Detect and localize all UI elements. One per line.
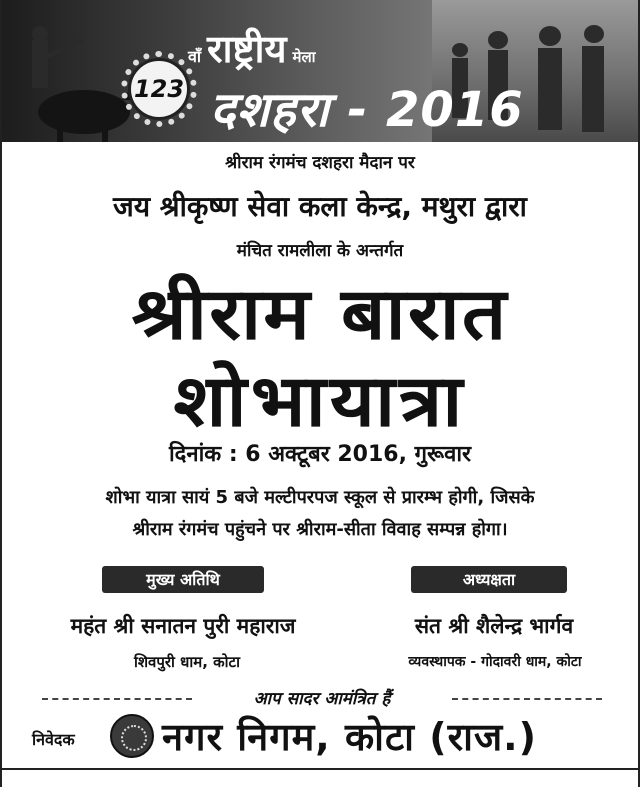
footer bbox=[2, 708, 638, 766]
chief-guest-heading: मुख्य अतिथि bbox=[102, 566, 264, 593]
subtitle-line: मंचित रामलीला के अन्तर्गत bbox=[236, 241, 404, 261]
description-line-2: श्रीराम रंगमंच पहुंचने पर श्रीराम-सीता विवाह सम्पन्न होगा। bbox=[132, 519, 508, 540]
description-line-1: शोभा यात्रा सायं 5 बजे मल्टीपरपज स्कूल से प्रारम्भ होगी, जिसके bbox=[105, 487, 535, 508]
invite-line: आप सादर आमंत्रित हैं bbox=[253, 689, 391, 709]
headline-secondary: शोभायात्रा bbox=[173, 359, 467, 444]
chief-guest-place: शिवपुरी धाम, कोटा bbox=[133, 653, 241, 671]
edition-badge: 123 bbox=[128, 58, 190, 120]
presiding-name: संत श्री शैलेन्द्र भार्गव bbox=[414, 614, 574, 638]
banner-title: दशहरा - 2016 bbox=[210, 82, 524, 138]
kicker-prefix: वाँ bbox=[188, 47, 202, 66]
presiding-heading: अध्यक्षता bbox=[411, 566, 567, 593]
presenter-label: निवेदक bbox=[32, 730, 75, 749]
presiding-place: व्यवस्थापक - गोदावरी धाम, कोटा bbox=[408, 654, 582, 670]
kicker-main: राष्ट्रीय bbox=[207, 27, 287, 71]
divider-right bbox=[452, 698, 602, 700]
divider-left bbox=[42, 698, 192, 700]
municipal-seal-icon bbox=[110, 714, 154, 758]
organizer-line: जय श्रीकृष्ण सेवा कला केन्द्र, मथुरा द्वारा bbox=[113, 190, 527, 223]
headline-primary: श्रीराम बारात bbox=[131, 272, 509, 357]
invite-row bbox=[42, 688, 602, 708]
date-line: दिनांक : 6 अक्टूबर 2016, गुरूवार bbox=[168, 442, 472, 467]
venue-line: श्रीराम रंगमंच दशहरा मैदान पर bbox=[225, 153, 415, 173]
organization-name: नगर निगम, कोटा (राज.) bbox=[162, 715, 537, 759]
bottom-divider bbox=[2, 768, 638, 770]
kicker-suffix: मेला bbox=[292, 48, 316, 66]
banner bbox=[2, 0, 638, 142]
banner-kicker bbox=[188, 22, 316, 74]
chief-guest-name: महंत श्री सनातन पुरी महाराज bbox=[70, 614, 296, 638]
